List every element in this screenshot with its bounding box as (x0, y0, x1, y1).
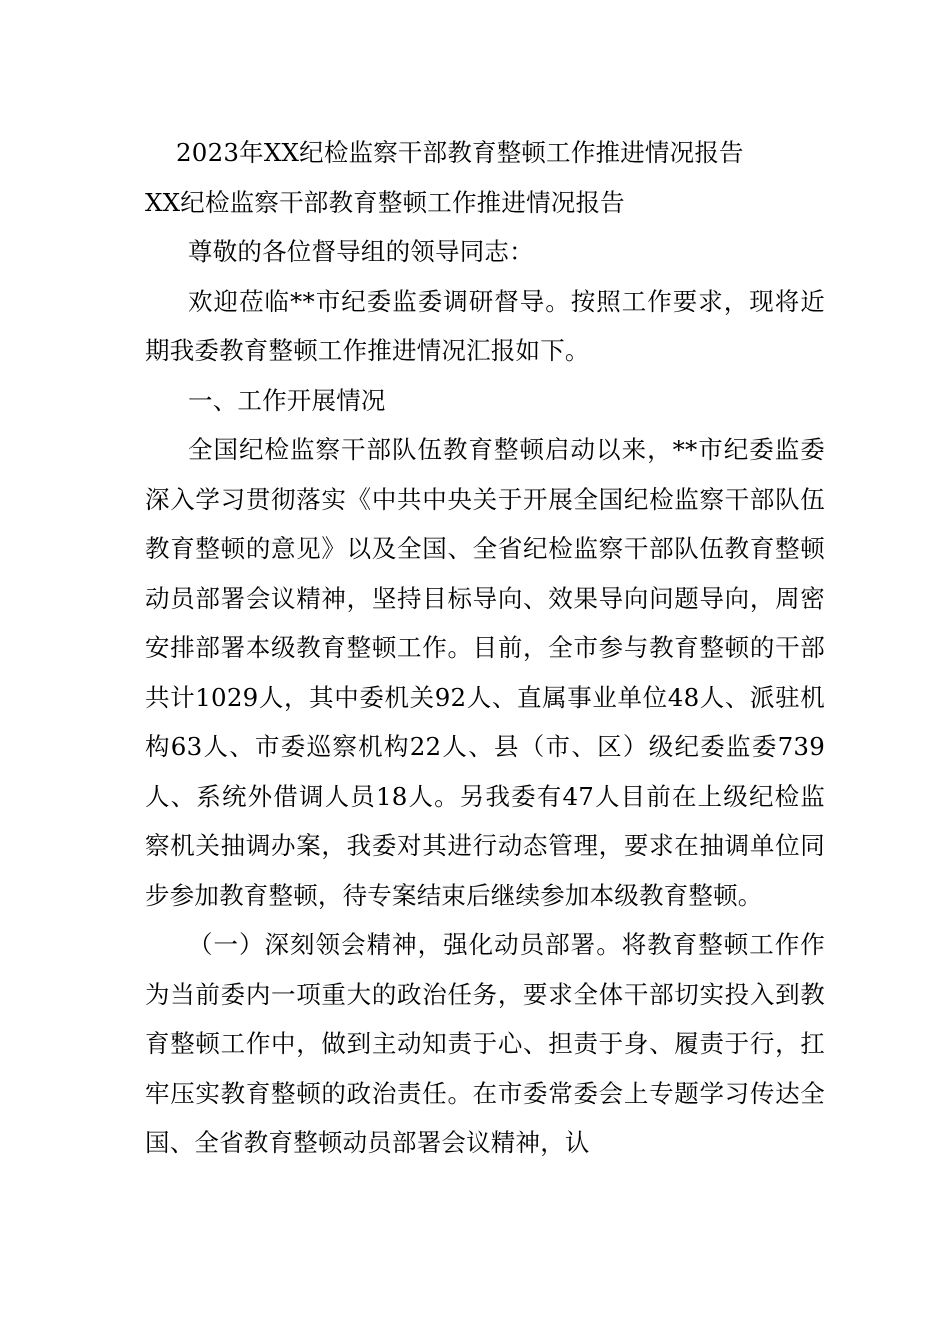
document-body (145, 128, 825, 1168)
subsection-paragraph: （一）深刻领会精神，强化动员部署。将教育整顿工作作为当前委内一项重大的政治任务，要求全体干部切实投入到教育整顿工作中，做到主动知责于心、担责于身、履责于行，扛牢压实教育整顿的政治责任。在市委常委会上专题学习传达全国、全省教育整顿动员部署会议精神，认 (145, 930, 825, 1157)
document-title: 2023年XX纪检监察干部教育整顿工作推进情况报告 (176, 138, 744, 167)
section-heading: 一、工作开展情况 (188, 385, 386, 415)
document-subtitle: XX纪检监察干部教育整顿工作推进情况报告 (145, 187, 625, 217)
body-paragraph: 全国纪检监察干部队伍教育整顿启动以来，**市纪委监委深入学习贯彻落实《中共中央关于开展全国纪检监察干部队伍教育整顿的意见》以及全国、全省纪检监察干部队伍教育整顿动员部署会议精神，坚持目标导向、效果导向问题导向，周密安排部署本级教育整顿工作。目前，全市参与教育整顿的干部共计1029人，其中委机关92人、直属事业单位48人、派驻机构63人、市委巡察机构22人、县（市、区）级纪委监委739人、系统外借调人员18人。另我委有47人目前在上级纪检监察机关抽调办案，我委对其进行动态管理，要求在抽调单位同步参加教育整顿，待专案结束后继续参加本级教育整顿。 (145, 435, 825, 910)
intro-paragraph: 欢迎莅临**市纪委监委调研督导。按照工作要求，现将近期我委教育整顿工作推进情况汇报如下。 (145, 286, 825, 365)
salutation: 尊敬的各位督导组的领导同志： (188, 237, 534, 266)
